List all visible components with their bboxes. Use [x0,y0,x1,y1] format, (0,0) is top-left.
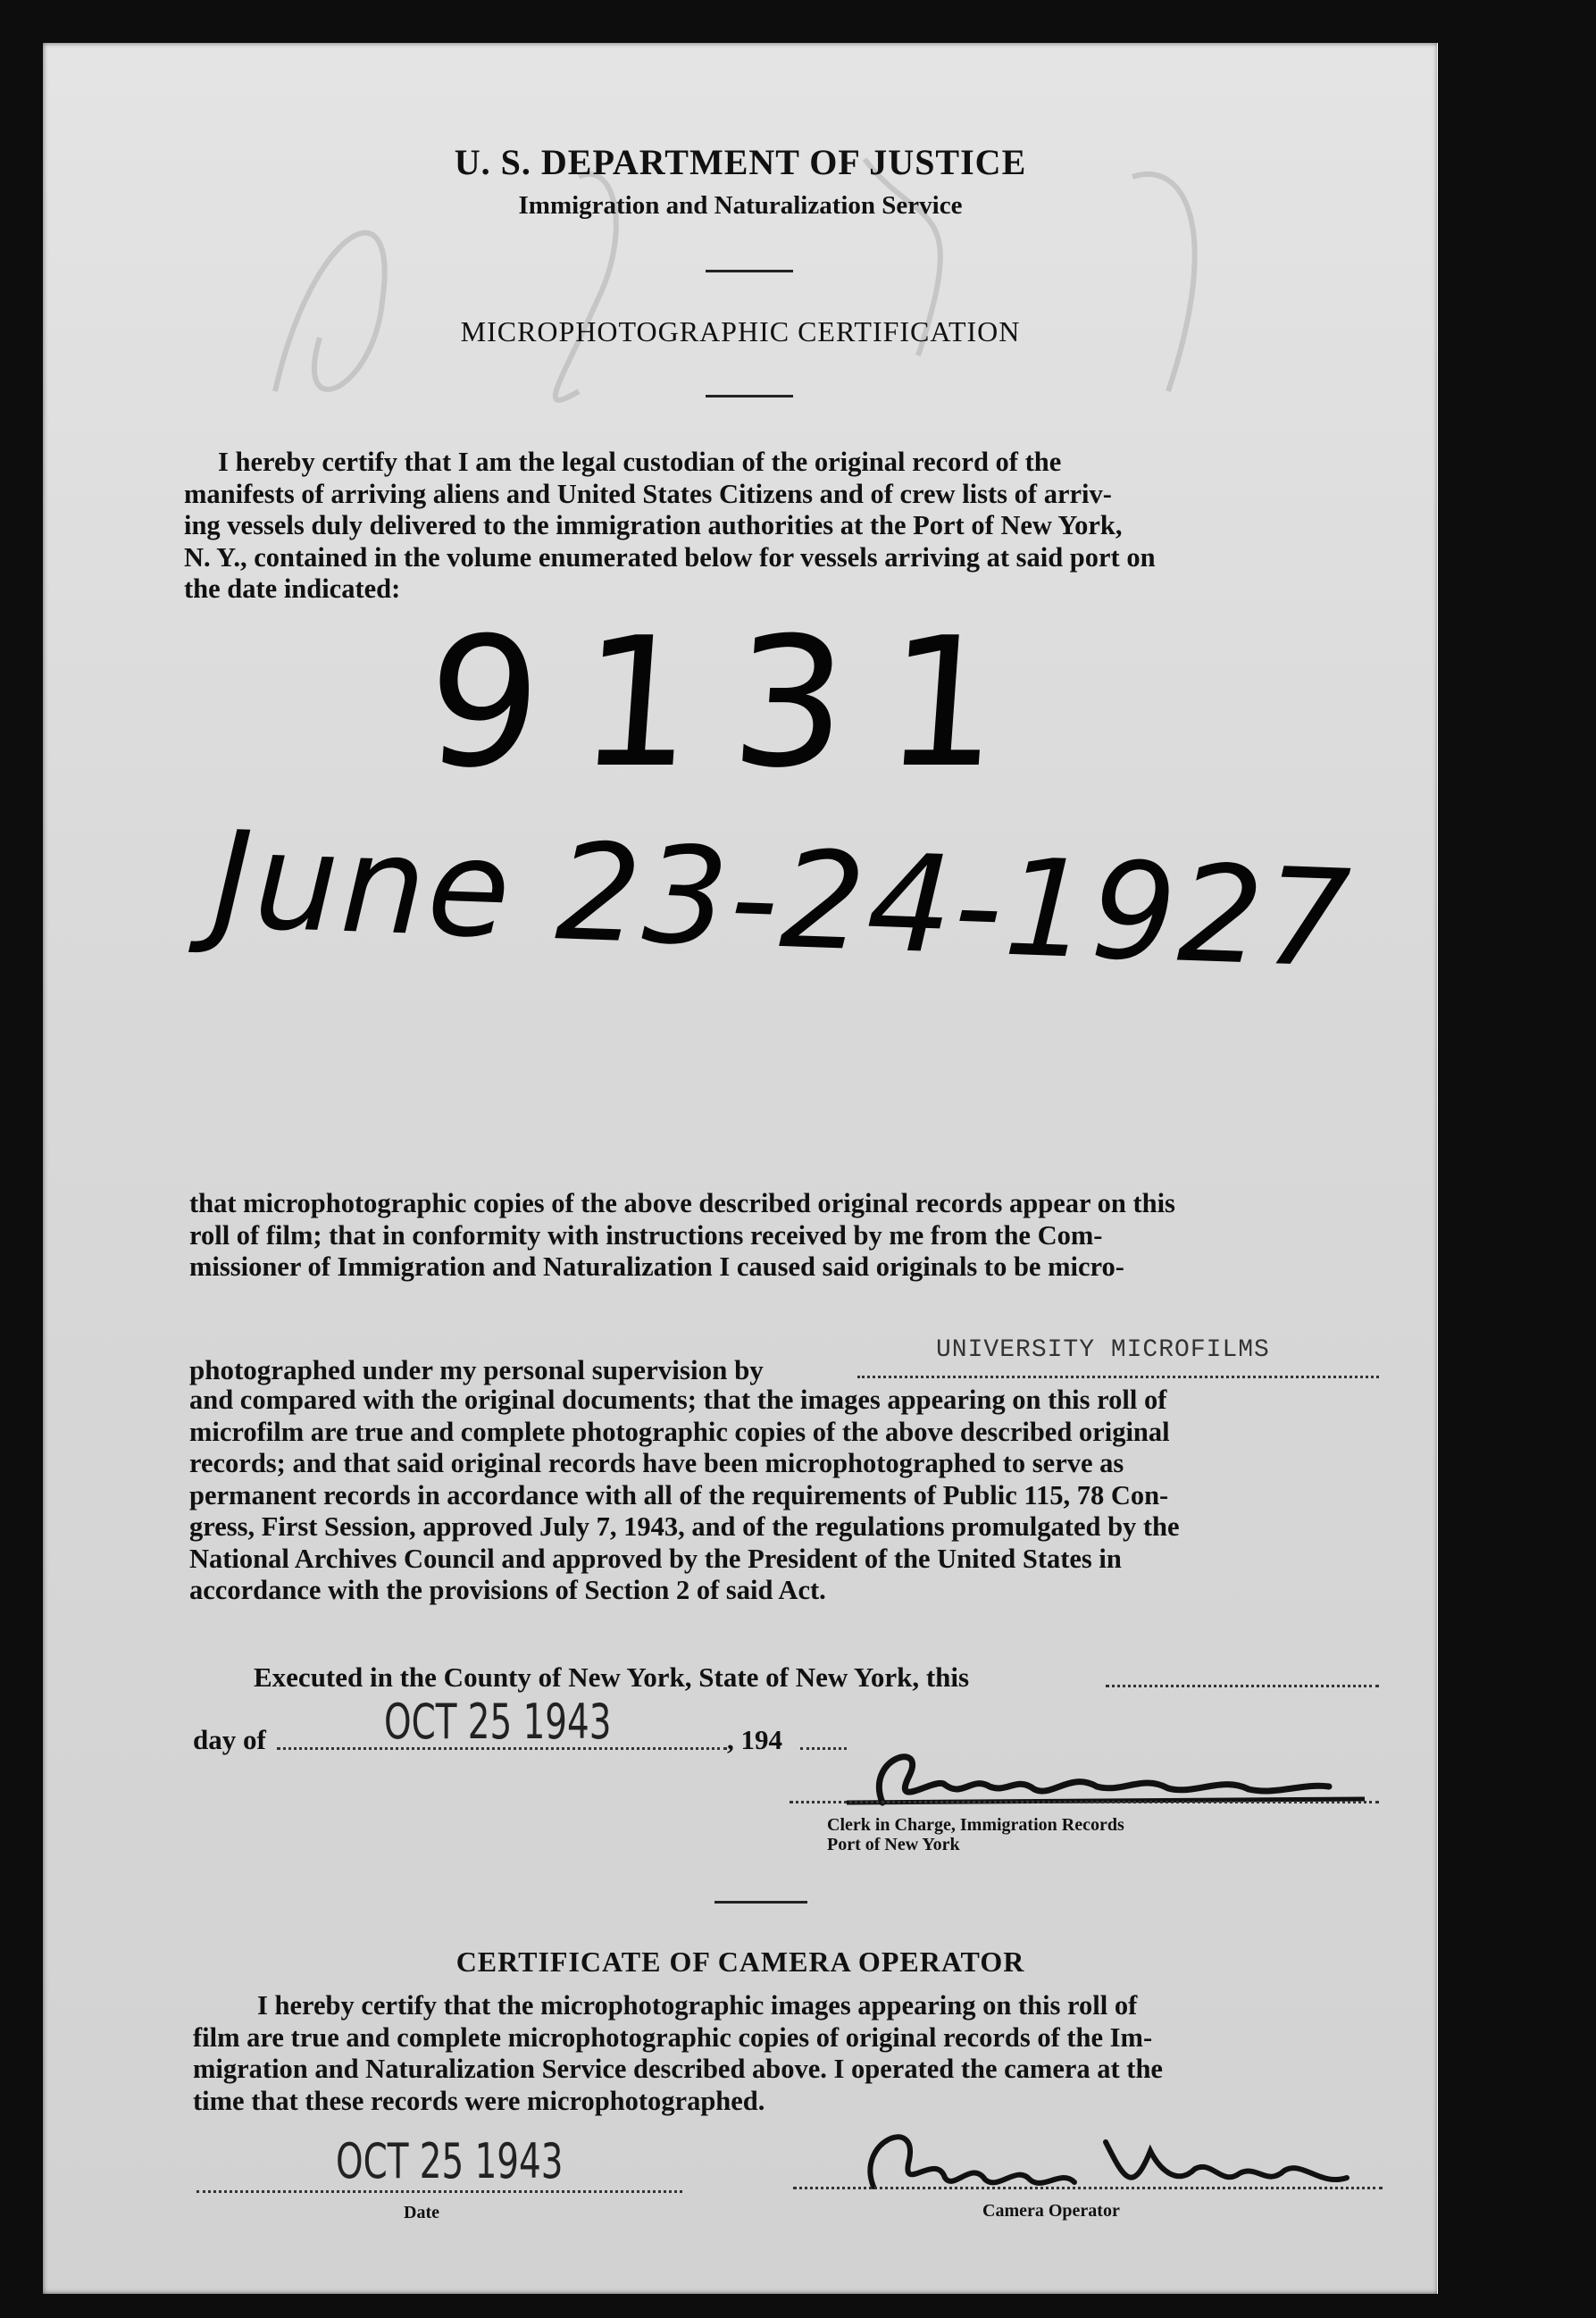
clerk-signature [829,1740,1383,1820]
camera-date-label: Date [404,2203,439,2222]
title-divider [706,395,793,397]
clerk-title [827,1815,1124,1854]
certificate-page [43,43,1438,2294]
body-paragraph-part1 [189,1188,1379,1284]
body-line: roll of film; that in conformity with instructions received by me from the Com- [189,1219,1103,1251]
photographed-by-value: UNIVERSITY MICROFILMS [936,1336,1270,1364]
camera-certificate-title: CERTIFICATE OF CAMERA OPERATOR [455,1946,1025,1978]
executed-date-stamp: OCT 25 1943 [384,1694,612,1750]
intro-paragraph [184,447,1365,606]
heading-divider [706,270,793,272]
service-subheading: Immigration and Naturalization Service [518,191,963,220]
body-line: and compared with the original documents; that the images appearing on this roll of [189,1385,1167,1415]
body-line: permanent records in accordance with all of the requirements of Public 115, 78 Con- [189,1479,1169,1510]
camera-operator-label: Camera Operator [982,2201,1120,2221]
body-line: records; and that said original records have been microphotographed to serve as [189,1448,1124,1478]
camera-date-line [196,2190,682,2193]
photographed-by-label: photographed under my personal supervision by [189,1354,764,1385]
body-line: that microphotographic copies of the above described original records appear on this [189,1188,1175,1218]
year-suffix: , 194 [727,1724,782,1755]
handwritten-dates: June 23-24-1927 [210,802,1355,999]
intro-line: the date indicated: [184,573,401,604]
camera-date-stamp: OCT 25 1943 [336,2133,564,2189]
camera-line: migration and Naturalization Service described above. I operated the camera at the [193,2054,1163,2084]
form-title: MICROPHOTOGRAPHIC CERTIFICATION [460,315,1021,347]
camera-line: I hereby certify that the microphotographic images appearing on this roll of [257,1990,1138,2021]
day-of-label: day of [193,1724,266,1755]
department-heading: U. S. DEPARTMENT OF JUSTICE [454,142,1027,182]
intro-line: manifests of arriving aliens and United States Citizens and of crew lists of arriv- [184,478,1112,509]
body-line: gress, First Session, approved July 7, 1943, and of the regulations promulgated by the [189,1511,1180,1542]
body-line: missioner of Immigration and Naturalization I caused said originals to be micro- [189,1251,1124,1282]
intro-line: I hereby certify that I am the legal custodian of the original record of the [218,447,1062,477]
body-line: accordance with the provisions of Section 2 of said Act. [189,1575,826,1605]
body-line: microfilm are true and complete photographic copies of the above described original [189,1416,1170,1447]
clerk-title-line: Port of New York [827,1835,960,1854]
camera-line: film are true and complete microphotographic copies of original records of the Im- [193,2021,1153,2053]
clerk-signature-line [790,1801,1379,1803]
photographed-by-line [857,1376,1379,1378]
executed-day-line [1106,1685,1379,1687]
camera-operator-signature [838,2115,1391,2205]
camera-certificate-paragraph [193,1990,1386,2117]
intro-line: ing vessels duly delivered to the immigration authorities at the Port of New York, [184,510,1123,540]
intro-line: N. Y., contained in the volume enumerated below for vessels arriving at said port on [184,541,1156,573]
handwritten-volume-number: 9131 [419,599,1047,808]
camera-line: time that these records were microphotographed. [193,2085,765,2116]
executed-text: Executed in the County of New York, State of New York, this [254,1661,970,1693]
section-divider [714,1901,807,1904]
body-line: National Archives Council and approved by the President of the United States in [189,1543,1122,1574]
clerk-title-line: Clerk in Charge, Immigration Records [827,1815,1124,1835]
body-paragraph-part2 [189,1385,1383,1607]
camera-operator-line [793,2187,1383,2189]
